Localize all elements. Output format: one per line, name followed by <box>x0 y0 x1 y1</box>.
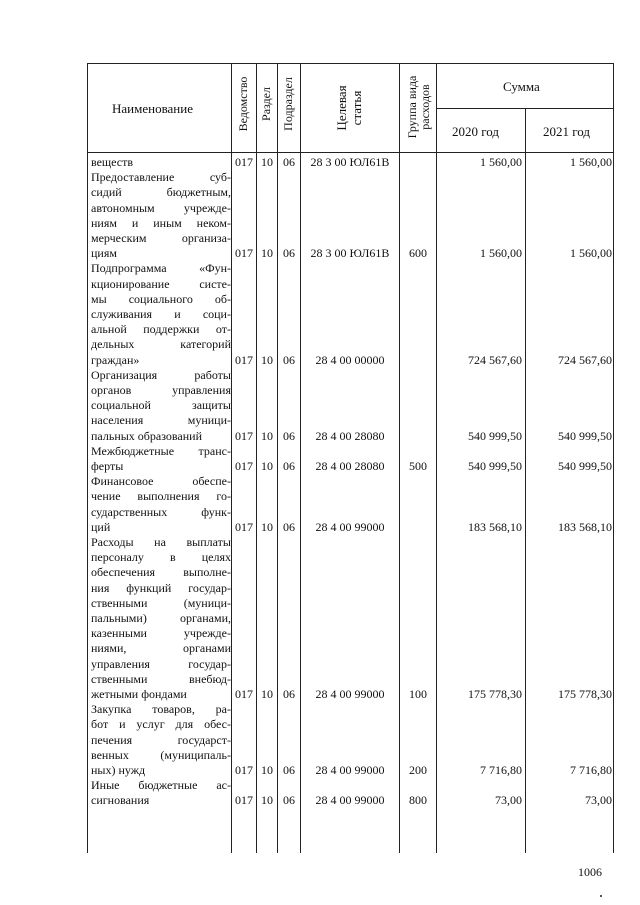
row-name-word: кционирование <box>91 276 170 291</box>
row-sum-2020: 183 568,10 <box>468 519 522 534</box>
row-sum-2020: 1 560,00 <box>480 246 522 261</box>
row-sum-2020: 175 778,30 <box>468 687 522 701</box>
row-name-word: управления <box>91 656 150 671</box>
row-name-line <box>91 565 231 580</box>
row-name-word: «Фун- <box>199 261 231 276</box>
col-line-name <box>231 63 232 853</box>
row-name-line <box>91 413 231 428</box>
row-name-word: обеспе- <box>192 474 231 489</box>
row-name-word: сидий <box>91 185 122 200</box>
row-name-line <box>91 292 231 307</box>
row-name-word: и <box>174 306 181 321</box>
col-line-sub <box>300 63 301 853</box>
row-name-word: выплаты <box>186 535 231 549</box>
row-dept: 017 <box>235 687 253 701</box>
row-target: 28 4 00 28080 <box>315 459 385 473</box>
header-name: Наименование <box>112 101 193 116</box>
row-name-word: жетными фондами <box>91 686 187 701</box>
row-name-word: транс- <box>198 443 231 458</box>
row-dept: 017 <box>235 352 253 367</box>
row-name <box>91 444 231 474</box>
row-name-line <box>91 216 231 231</box>
row-name-line <box>91 520 231 535</box>
col-line-exp <box>436 63 437 853</box>
row-name-line <box>91 672 231 687</box>
row-name-word: ственными <box>91 595 148 610</box>
row-name-word: организа- <box>181 230 231 245</box>
row-dept: 017 <box>235 519 253 534</box>
row-name-word: бот <box>91 717 109 732</box>
header-target-1: Целевая <box>334 85 349 131</box>
row-name-word: соци- <box>202 306 231 321</box>
row-name-word: социальной <box>91 398 151 413</box>
row-name-word: учрежде- <box>183 200 231 215</box>
col-line-sec <box>277 63 278 853</box>
row-name-word: суб- <box>209 170 231 185</box>
row-name-word: органами, <box>179 610 231 625</box>
row-exp-group: 200 <box>409 763 427 777</box>
row-subsection: 06 <box>283 793 295 808</box>
row-name-word: внебюд- <box>189 671 231 686</box>
row-name-word: от- <box>215 322 231 337</box>
row-name-word: и <box>119 717 126 732</box>
row-name-line <box>91 444 231 459</box>
row-sum-2020: 724 567,60 <box>468 352 522 367</box>
row-name-word: товаров, <box>152 702 195 717</box>
row-sum-2021: 724 567,60 <box>558 352 612 367</box>
row-name-word: ных) нужд <box>91 762 146 777</box>
row-name-word: Закупка <box>91 702 132 717</box>
row-name-word: мерческим <box>91 230 147 245</box>
row-name-word: ра- <box>215 702 231 717</box>
row-section: 10 <box>261 246 273 261</box>
row-name-word: Подпрограмма <box>91 261 167 276</box>
row-name-line <box>91 717 231 732</box>
row-subsection: 06 <box>283 246 295 261</box>
row-name-word: альной <box>91 322 127 337</box>
row-name-word: персоналу <box>91 550 144 565</box>
row-name-word: дельных <box>91 337 135 352</box>
row-name <box>91 778 231 808</box>
row-name-line <box>91 383 231 398</box>
header-bottom-border <box>87 152 614 153</box>
row-dept: 017 <box>235 793 253 808</box>
row-name-word: категорий <box>180 337 231 352</box>
row-name-line <box>91 429 231 444</box>
row-sum-2021: 73,00 <box>585 793 612 808</box>
row-sum-2020: 540 999,50 <box>468 428 522 443</box>
row-target: 28 4 00 99000 <box>315 763 385 777</box>
row-section: 10 <box>261 793 273 808</box>
row-name-word: поддержки <box>143 322 200 337</box>
row-name-word: и <box>131 215 139 230</box>
row-name-line <box>91 763 231 778</box>
row-sum-2020: 540 999,50 <box>468 459 522 473</box>
row-name-line <box>91 641 231 656</box>
row-name-line <box>91 489 231 504</box>
header-subsection: Подраздел <box>281 77 295 131</box>
header-sum: Сумма <box>503 79 540 94</box>
row-sum-2021: 175 778,30 <box>558 687 612 701</box>
header-2021: 2021 год <box>543 124 590 139</box>
row-name-line <box>91 459 231 474</box>
row-exp-group: 100 <box>409 687 427 701</box>
row-dept: 017 <box>235 246 253 261</box>
row-name-line <box>91 170 231 185</box>
row-name-line <box>91 702 231 717</box>
row-sum-2020: 7 716,80 <box>480 763 522 777</box>
row-subsection: 06 <box>283 519 295 534</box>
row-name-line <box>91 368 231 383</box>
row-name-word: Межбюджетные <box>91 443 175 458</box>
row-name-word: печения <box>91 732 133 747</box>
row-name-word: веществ <box>91 155 134 169</box>
row-name-word: управления <box>172 382 231 397</box>
row-name-line <box>91 778 231 793</box>
row-target: 28 4 00 28080 <box>315 428 385 443</box>
header-dept: Ведомство <box>236 76 250 132</box>
row-section: 10 <box>261 687 273 701</box>
row-name-word: ственными <box>91 671 148 686</box>
row-name-word: функций <box>126 580 172 595</box>
row-name-line <box>91 581 231 596</box>
row-name-word: социального <box>128 291 193 306</box>
row-subsection: 06 <box>283 428 295 443</box>
row-name-word: автономным <box>91 200 155 215</box>
row-name-word: государст- <box>177 732 231 747</box>
row-name-word: го- <box>216 489 231 504</box>
row-section: 10 <box>261 155 273 169</box>
row-name-word: муници- <box>187 413 231 428</box>
row-name-word: служивания <box>91 306 153 321</box>
row-name-word: пальными) <box>91 610 147 625</box>
row-sum-2021: 1 560,00 <box>570 246 612 261</box>
row-name-word: циям <box>91 246 117 261</box>
row-sum-2021: 7 716,80 <box>570 763 612 777</box>
row-name-word: мы <box>91 291 107 306</box>
row-name-word: Финансовое <box>91 474 154 489</box>
row-name-word: сигнования <box>91 793 150 808</box>
row-name <box>91 368 231 444</box>
row-name-line <box>91 261 231 276</box>
row-sum-2021: 540 999,50 <box>558 459 612 473</box>
row-name-line <box>91 596 231 611</box>
row-name-word: защиты <box>191 398 231 413</box>
row-dept: 017 <box>235 763 253 777</box>
table-top-border <box>87 63 614 64</box>
row-name-word: на <box>154 535 166 549</box>
scan-speck <box>600 895 602 897</box>
row-name-line <box>91 398 231 413</box>
row-dept: 017 <box>235 155 253 169</box>
row-name-line <box>91 550 231 565</box>
row-sum-2021: 1 560,00 <box>570 155 612 169</box>
row-name-word: выполнения <box>137 489 200 504</box>
row-name-word: (муниципаль- <box>160 747 231 762</box>
row-name-line <box>91 322 231 337</box>
row-section: 10 <box>261 459 273 473</box>
row-subsection: 06 <box>283 687 295 701</box>
row-name-word: систе- <box>199 276 231 291</box>
row-name-word: ас- <box>216 778 231 793</box>
row-sum-2020: 73,00 <box>495 793 522 808</box>
col-line-dept <box>256 63 257 853</box>
header-2020: 2020 год <box>452 124 499 139</box>
row-name-word: ниями, <box>91 641 127 656</box>
row-name-word: чение <box>91 489 121 504</box>
row-name-word: в <box>169 550 176 565</box>
row-name-line <box>91 246 231 261</box>
row-subsection: 06 <box>283 352 295 367</box>
row-name-word: пальных образований <box>91 428 202 443</box>
row-name-line <box>91 201 231 216</box>
row-name-word: неком- <box>196 215 231 230</box>
row-name-line <box>91 155 231 170</box>
row-name-word: учрежде- <box>183 626 231 641</box>
row-exp-group: 800 <box>409 793 427 808</box>
row-subsection: 06 <box>283 459 295 473</box>
row-dept: 017 <box>235 428 253 443</box>
row-exp-group: 600 <box>409 246 427 261</box>
row-dept: 017 <box>235 459 253 473</box>
row-name-word: для <box>175 717 194 732</box>
row-name-word: об- <box>214 291 231 306</box>
row-name-word: бюджетным, <box>166 185 231 200</box>
header-section: Раздел <box>259 87 273 121</box>
row-name-word: работы <box>194 367 231 382</box>
row-name-word: органами <box>182 641 231 656</box>
row-name-line <box>91 505 231 520</box>
row-name-line <box>91 185 231 200</box>
row-name-line <box>91 611 231 626</box>
row-exp-group: 500 <box>409 459 427 473</box>
row-name-word: функ- <box>201 504 231 519</box>
row-name-word: (муници- <box>183 595 231 610</box>
row-name <box>91 155 231 170</box>
row-sum-2021: 540 999,50 <box>558 428 612 443</box>
row-name-line <box>91 748 231 763</box>
row-name-word: Предоставление <box>91 170 175 185</box>
row-target: 28 3 00 ЮЛ61В <box>310 155 390 169</box>
row-target: 28 4 00 99000 <box>315 793 385 808</box>
row-subsection: 06 <box>283 763 295 777</box>
row-section: 10 <box>261 428 273 443</box>
row-name-word: государ- <box>188 656 231 671</box>
row-name-line <box>91 353 231 368</box>
row-name-word: Иные <box>91 778 120 793</box>
row-name-word: целях <box>201 550 231 565</box>
row-name-word: сударственных <box>91 504 168 519</box>
row-name-word: выполне- <box>183 565 231 580</box>
row-name <box>91 535 231 702</box>
row-name-word: венных <box>91 747 129 762</box>
row-name-line <box>91 474 231 489</box>
row-name-word: ферты <box>91 458 124 473</box>
row-name <box>91 170 231 261</box>
row-section: 10 <box>261 352 273 367</box>
row-name-word: обес- <box>204 717 231 732</box>
row-name <box>91 261 231 367</box>
row-name-word: казенными <box>91 626 147 641</box>
col-line-right <box>613 63 614 853</box>
row-name-line <box>91 277 231 292</box>
row-name-word: ниям <box>91 215 117 230</box>
header-target-2: статья <box>349 90 364 126</box>
row-name-line <box>91 733 231 748</box>
row-name-word: населения <box>91 413 144 428</box>
col-line-2020 <box>525 108 526 853</box>
row-section: 10 <box>261 519 273 534</box>
row-name-line <box>91 337 231 352</box>
header-exp-2: расходов <box>418 84 432 130</box>
row-subsection: 06 <box>283 155 295 169</box>
row-name-word: бюджетные <box>138 778 198 793</box>
row-name-line <box>91 231 231 246</box>
row-target: 28 3 00 ЮЛ61В <box>310 246 390 261</box>
row-name-word: услуг <box>136 717 165 732</box>
row-name-line <box>91 793 231 808</box>
row-name-word: ций <box>91 519 111 534</box>
row-name-line <box>91 626 231 641</box>
header-exp-1: Группа вида <box>405 75 419 139</box>
row-section: 10 <box>261 763 273 777</box>
col-line-target <box>399 63 400 853</box>
row-target: 28 4 00 99000 <box>315 519 385 534</box>
row-name-word: иным <box>153 215 182 230</box>
row-name-line <box>91 535 231 550</box>
row-name-word: органов <box>91 382 132 397</box>
row-name-line <box>91 307 231 322</box>
col-line-left <box>87 63 88 853</box>
row-sum-2020: 1 560,00 <box>480 155 522 169</box>
row-sum-2021: 183 568,10 <box>558 519 612 534</box>
row-name-word: ния <box>91 580 110 595</box>
row-target: 28 4 00 99000 <box>315 687 385 701</box>
row-name-line <box>91 657 231 672</box>
row-name-word: государ- <box>188 580 231 595</box>
row-name <box>91 702 231 778</box>
row-target: 28 4 00 00000 <box>315 352 385 367</box>
row-name-word: Расходы <box>91 535 134 549</box>
row-name-word: обеспечения <box>91 565 156 580</box>
row-name-line <box>91 687 231 702</box>
page-number: 1006 <box>578 865 602 879</box>
row-name-word: Организация <box>91 367 158 382</box>
row-name <box>91 474 231 535</box>
row-name-word: граждан» <box>91 352 140 367</box>
